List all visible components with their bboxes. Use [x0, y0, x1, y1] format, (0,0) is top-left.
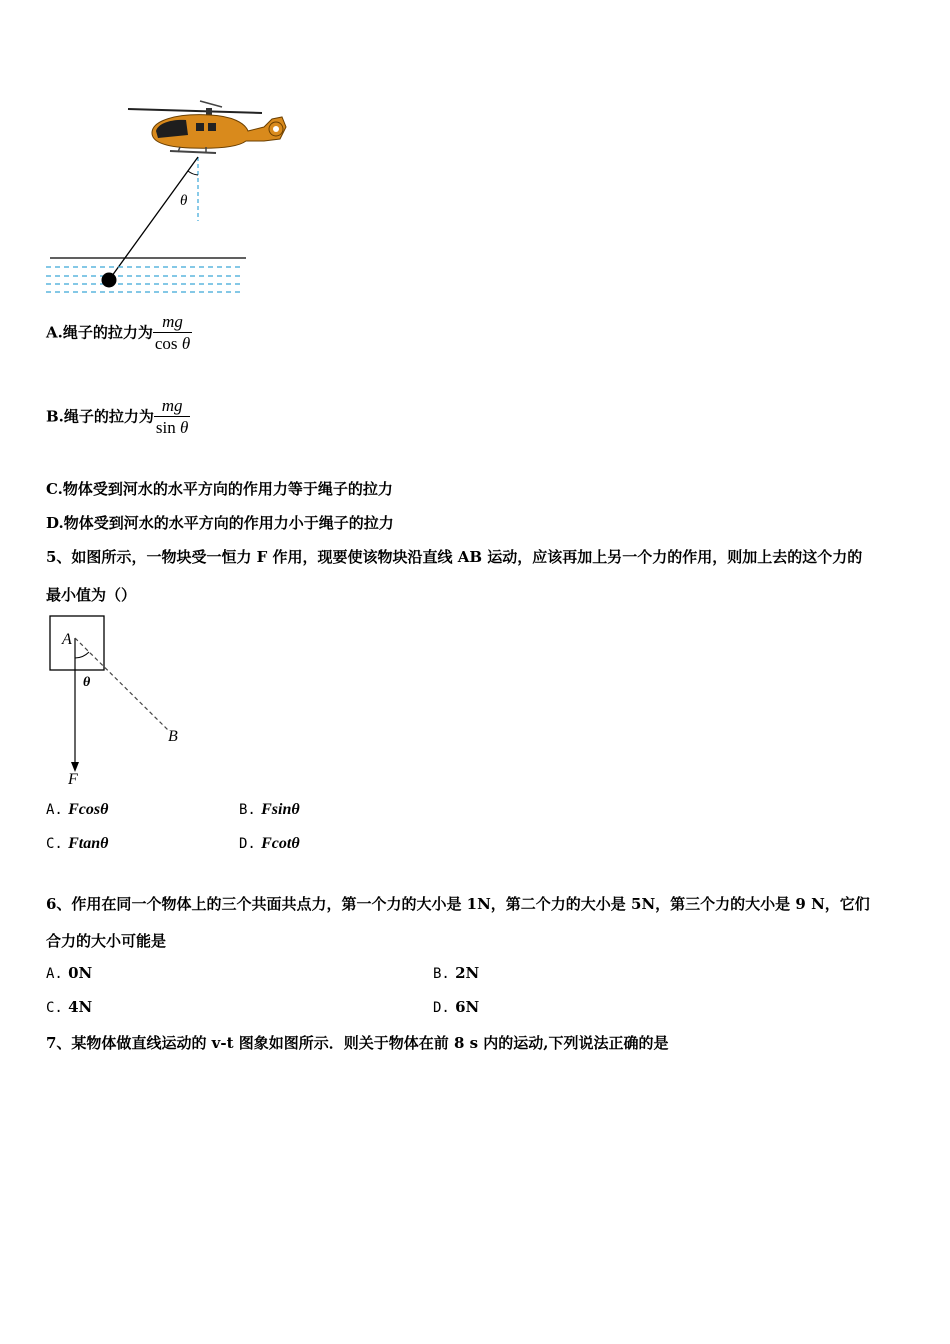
- option-letter: A.: [46, 802, 63, 818]
- fraction-denominator-var: θ: [180, 418, 189, 437]
- rope-line: [109, 157, 198, 280]
- option-text: 绳子的拉力为: [63, 407, 154, 426]
- q7-stem-line1: 7、某物体做直线运动的 v-t 图象如图所示．则关于物体在前 8 s 内的运动,下列说法正确的是: [46, 1034, 669, 1052]
- option-letter: C.: [46, 836, 63, 852]
- q6-option-a: [46, 964, 92, 982]
- theta-label: θ: [83, 675, 91, 690]
- q6-option-d: [433, 998, 479, 1016]
- fraction-numerator: mg: [154, 396, 190, 417]
- option-value: 2N: [455, 964, 480, 982]
- block-force-figure: [40, 608, 200, 788]
- q4-option-c: C.物体受到河水的水平方向的作用力等于绳子的拉力: [46, 480, 393, 498]
- q5-option-d: [239, 834, 300, 853]
- q5-stem-line1: 5、如图所示，一物块受一恒力 F 作用，现要使该物块沿直线 AB 运动，应该再加上另一个力的作用，则加上去的这个力的: [46, 548, 863, 566]
- q5-option-c: [46, 834, 108, 853]
- option-letter: B.: [239, 802, 256, 818]
- option-letter: B.: [433, 966, 450, 982]
- helicopter-figure: [40, 95, 300, 300]
- fraction-denominator-var: θ: [181, 334, 191, 353]
- fraction-mg-sin: [154, 396, 190, 439]
- option-value: 4N: [68, 998, 93, 1016]
- helicopter-icon: [152, 115, 286, 153]
- q6-option-c: [46, 998, 92, 1016]
- option-value: 6N: [455, 998, 480, 1016]
- label-b: B: [168, 728, 178, 745]
- q5-option-a: [46, 800, 108, 819]
- label-f: F: [68, 771, 78, 788]
- block-square: [50, 616, 104, 670]
- rotor-blade: [128, 109, 262, 113]
- option-value: Fcotθ: [261, 835, 300, 852]
- q6-stem-line1: 6、作用在同一个物体上的三个共面共点力，第一个力的大小是 1N，第二个力的大小是 5N，第三个力的大小是 9 N，它们: [46, 895, 870, 913]
- q5-stem-line2: 最小值为（）: [46, 586, 137, 604]
- theta-label: θ: [180, 193, 188, 209]
- q5-option-b: [239, 800, 300, 819]
- q4-option-b: [46, 396, 190, 439]
- option-value: Fsinθ: [261, 801, 300, 818]
- q4-option-a: [46, 312, 192, 355]
- fraction-mg-cos: [153, 312, 192, 355]
- option-prefix: A.: [46, 323, 63, 342]
- fraction-numerator: mg: [153, 312, 192, 333]
- option-letter: A.: [46, 966, 63, 982]
- fraction-denominator-fn: sin: [155, 418, 176, 437]
- q4-option-d: D.物体受到河水的水平方向的作用力小于绳子的拉力: [46, 514, 394, 532]
- option-letter: D.: [433, 1000, 450, 1016]
- option-value: Ftanθ: [68, 835, 109, 852]
- label-a: A: [62, 631, 72, 648]
- option-letter: D.: [239, 836, 256, 852]
- option-text: 绳子的拉力为: [62, 323, 153, 342]
- fraction-denominator-fn: cos: [154, 334, 178, 353]
- water-dash-lines: [46, 267, 244, 292]
- q6-stem-line2: 合力的大小可能是: [46, 932, 167, 950]
- option-letter: C.: [46, 1000, 63, 1016]
- q6-option-b: [433, 964, 479, 982]
- option-value: 0N: [68, 964, 93, 982]
- option-value: Fcosθ: [68, 801, 109, 818]
- option-prefix: B.: [46, 407, 64, 426]
- object-ball: [102, 273, 117, 288]
